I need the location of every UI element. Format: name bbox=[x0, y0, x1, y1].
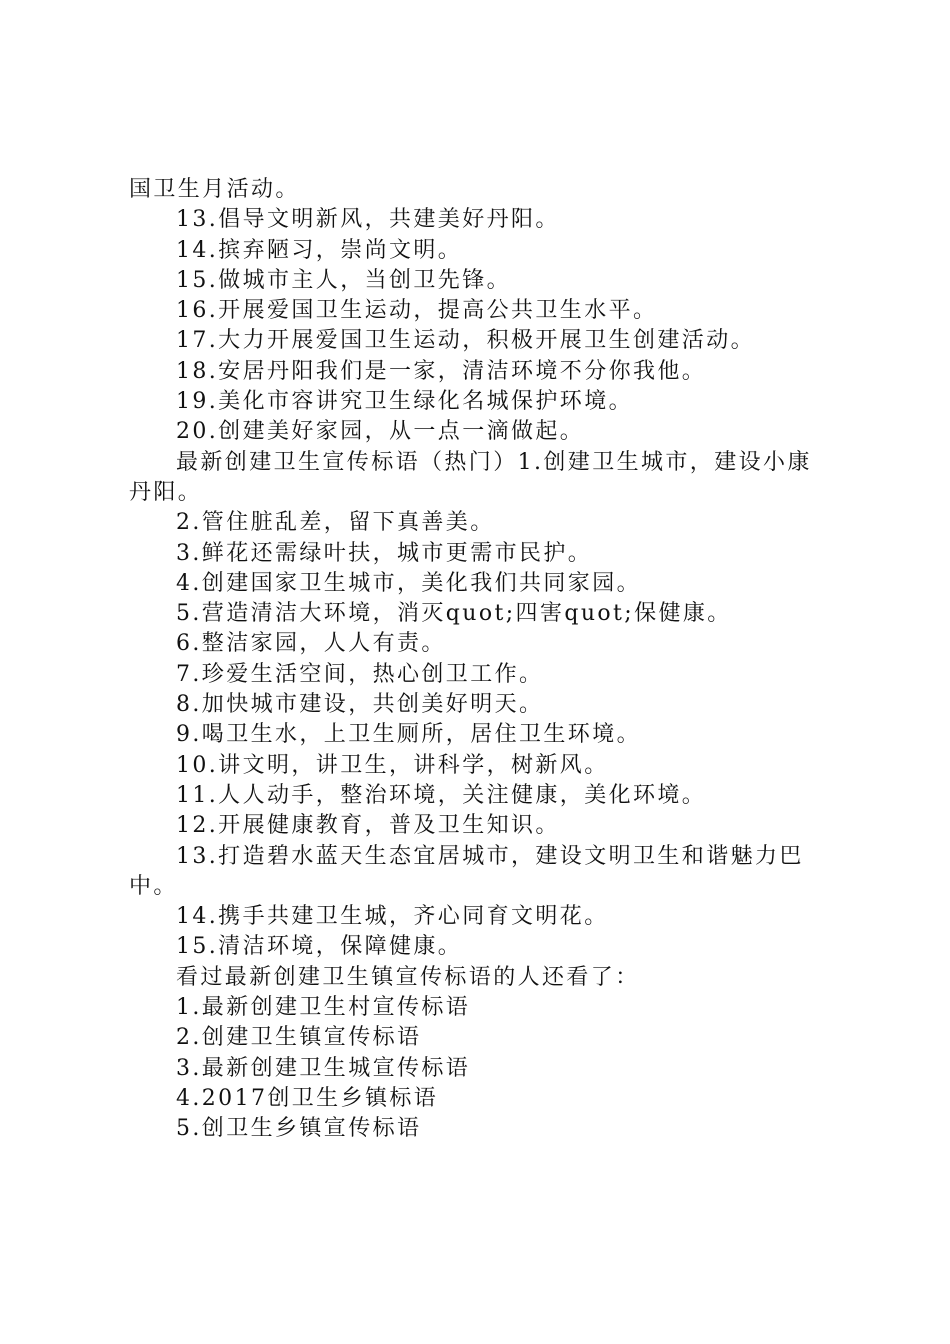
paragraph-line: 15.清洁环境，保障健康。 bbox=[176, 934, 463, 960]
paragraph-line: 10.讲文明，讲卫生，讲科学，树新风。 bbox=[176, 752, 609, 778]
paragraph-line: 4.创建国家卫生城市，美化我们共同家园。 bbox=[176, 570, 641, 596]
paragraph-line: 20.创建美好家园，从一点一滴做起。 bbox=[176, 419, 585, 445]
document-body bbox=[129, 175, 834, 1145]
related-item: 3.最新创建卫生城宣传标语 bbox=[176, 1055, 471, 1081]
paragraph-line: 11.人人动手，整治环境，关注健康，美化环境。 bbox=[176, 782, 707, 808]
paragraph-line: 13.打造碧水蓝天生态宜居城市，建设文明卫生和谐魅力巴中。 bbox=[129, 843, 804, 899]
paragraph-line: 9.喝卫生水，上卫生厕所，居住卫生环境。 bbox=[176, 722, 641, 748]
paragraph-line: 14.携手共建卫生城，齐心同育文明花。 bbox=[176, 904, 609, 930]
paragraph-line: 12.开展健康教育，普及卫生知识。 bbox=[176, 813, 560, 839]
paragraph-line: 2.管住脏乱差，留下真善美。 bbox=[176, 510, 495, 536]
paragraph-line: 19.美化市容讲究卫生绿化名城保护环境。 bbox=[176, 389, 633, 415]
section-heading-line: 最新创建卫生宣传标语（热门）1.创建卫生城市，建设小康丹阳。 bbox=[129, 449, 812, 505]
paragraph-line: 6.整洁家园，人人有责。 bbox=[176, 631, 446, 657]
paragraph-line: 17.大力开展爱国卫生运动，积极开展卫生创建活动。 bbox=[176, 328, 755, 354]
related-item: 5.创卫生乡镇宣传标语 bbox=[176, 1116, 422, 1142]
related-item: 4.2017创卫生乡镇标语 bbox=[176, 1085, 439, 1111]
paragraph-line: 5.营造清洁大环境，消灭quot;四害quot;保健康。 bbox=[176, 601, 732, 627]
paragraph-line: 13.倡导文明新风，共建美好丹阳。 bbox=[176, 207, 560, 233]
related-heading-line: 看过最新创建卫生镇宣传标语的人还看了： bbox=[176, 964, 640, 990]
paragraph-line: 7.珍爱生活空间，热心创卫工作。 bbox=[176, 661, 544, 687]
paragraph-line: 18.安居丹阳我们是一家，清洁环境不分你我他。 bbox=[176, 358, 707, 384]
paragraph-line: 3.鲜花还需绿叶扶，城市更需市民护。 bbox=[176, 540, 593, 566]
paragraph-line: 14.摈弃陋习，崇尚文明。 bbox=[176, 237, 463, 263]
related-item: 1.最新创建卫生村宣传标语 bbox=[176, 995, 471, 1021]
paragraph-line: 国卫生月活动。 bbox=[129, 177, 300, 202]
paragraph-line: 15.做城市主人，当创卫先锋。 bbox=[176, 267, 511, 293]
paragraph-line: 16.开展爱国卫生运动，提高公共卫生水平。 bbox=[176, 298, 658, 324]
paragraph-line: 8.加快城市建设，共创美好明天。 bbox=[176, 692, 544, 718]
related-item: 2.创建卫生镇宣传标语 bbox=[176, 1025, 422, 1051]
